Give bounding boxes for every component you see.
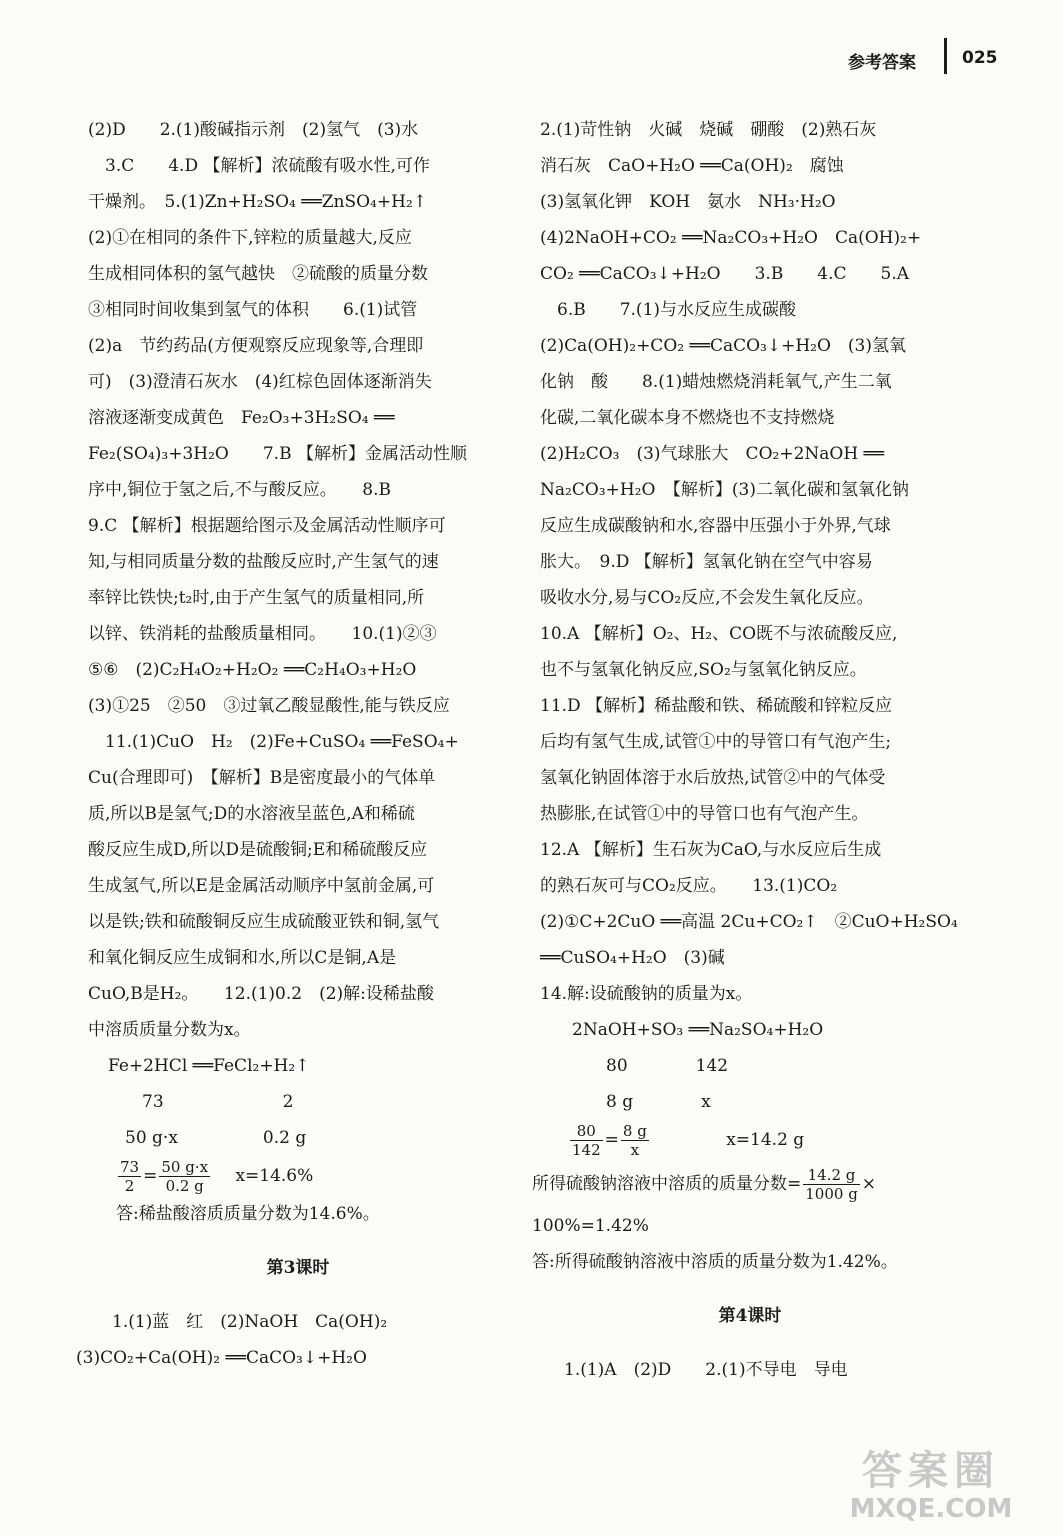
text-line: (2)D 2.(1)酸碱指示剂 (2)氢气 (3)水 — [88, 120, 419, 140]
text-line: 溶液逐渐变成黄色 Fe₂O₃+3H₂SO₄ ══ — [88, 408, 395, 428]
text-line: 知,与相同质量分数的盐酸反应时,产生氢气的速 — [88, 552, 439, 572]
text-line: 率锌比铁快;t₂时,由于产生氢气的质量相同,所 — [88, 588, 425, 608]
answer-line: 答:稀盐酸溶质质量分数为14.6%。 — [116, 1204, 380, 1224]
answer-line: 答:所得硫酸钠溶液中溶质的质量分数为1.42%。 — [532, 1252, 898, 1272]
text-line: 化碳,二氧化碳本身不燃烧也不支持燃烧 — [540, 408, 835, 428]
text-line: 和氧化铜反应生成铜和水,所以C是铜,A是 — [88, 948, 397, 968]
text-line: 消石灰 CaO+H₂O ══Ca(OH)₂ 腐蚀 — [540, 156, 844, 176]
left-text-block — [88, 112, 508, 1048]
text-line: (2)①在相同的条件下,锌粒的质量越大,反应 — [88, 228, 412, 248]
mass-fraction-line: 所得硫酸钠溶液中溶质的质量分数= $\frac{14.2 g}{1000 g}$ × — [532, 1166, 877, 1203]
right-column — [532, 112, 960, 1388]
proportion: $\frac{73}{2}$ = $\frac{50 g\cdot x}{0.2 g}$ x=14.6% — [120, 1158, 314, 1195]
text-line: Na₂CO₃+H₂O 【解析】(3)二氧化碳和氢氧化钠 — [540, 480, 909, 500]
text-line: 质,所以B是氢气;D的水溶液呈蓝色,A和稀硫 — [88, 804, 415, 824]
equation-naoh-so3: 2NaOH+SO₃ ══Na₂SO₄+H₂O — [572, 1020, 824, 1040]
fraction: $\frac{50 g\cdot x}{0.2 g}$ — [161, 1158, 209, 1195]
text-line: 2.(1)苛性钠 火碱 烧碱 硼酸 (2)熟石灰 — [540, 120, 877, 140]
section-title: 第3课时 — [266, 1258, 330, 1278]
proportion: $\frac{80}{142}$ = $\frac{8 g}{x}$ x=14.2 g — [572, 1122, 805, 1159]
text-line: 12.A 【解析】生石灰为CaO,与水反应后生成 — [540, 840, 882, 860]
answer-line: 1.(1)蓝 红 (2)NaOH Ca(OH)₂ — [112, 1312, 388, 1332]
text-line: 以是铁;铁和硫酸铜反应生成硫酸亚铁和铜,氢气 — [88, 912, 440, 932]
text-line: 可) (3)澄清石灰水 (4)红棕色固体逐渐消失 — [88, 372, 432, 392]
answer-line: 1.(1)A (2)D 2.(1)不导电 导电 — [564, 1360, 848, 1380]
text-line: 生成氢气,所以E是金属活动顺序中氢前金属,可 — [88, 876, 435, 896]
text-line: Fe₂(SO₄)₃+3H₂O 7.B 【解析】金属活动性顺 — [88, 444, 467, 464]
text-line: 吸收水分,易与CO₂反应,不会发生氧化反应。 — [540, 588, 874, 608]
text-line: Cu(合理即可) 【解析】B是密度最小的气体单 — [88, 768, 436, 788]
text-line: ══CuSO₄+H₂O (3)碱 — [540, 948, 725, 968]
text-line: (3)①25 ②50 ③过氧乙酸显酸性,能与铁反应 — [88, 696, 450, 716]
answer-line: 100%=1.42% — [532, 1216, 649, 1236]
text-line: 11.D 【解析】稀盐酸和铁、稀硫酸和锌粒反应 — [540, 696, 893, 716]
text-line: (4)2NaOH+CO₂ ══Na₂CO₃+H₂O Ca(OH)₂+ — [540, 228, 922, 248]
text-line: 以锌、铁消耗的盐酸质量相同。 10.(1)②③ — [88, 624, 437, 644]
text-line: 也不与氢氧化钠反应,SO₂与氢氧化钠反应。 — [540, 660, 867, 680]
text-line: 9.C 【解析】根据题给图示及金属活动性顺序可 — [88, 516, 446, 536]
text-line: CuO,B是H₂。 12.(1)0.2 (2)解:设稀盐酸 — [88, 984, 434, 1004]
text-line: 氢氧化钠固体溶于水后放热,试管②中的气体受 — [540, 768, 886, 788]
calc-row: 80 142 — [572, 1056, 729, 1076]
result: x=14.6% — [235, 1166, 314, 1186]
text-line: 热膨胀,在试管①中的导管口也有气泡产生。 — [540, 804, 869, 824]
left-column — [76, 112, 508, 1376]
text-line: 10.A 【解析】O₂、H₂、CO既不与浓硫酸反应, — [540, 624, 898, 644]
text-line: 后均有氢气生成,试管①中的导管口有气泡产生; — [540, 732, 892, 752]
watermark-logo: 答案圈 MXQE.COM — [849, 1448, 1013, 1524]
fraction: $\frac{8 g}{x}$ — [622, 1122, 647, 1159]
header-divider — [944, 38, 947, 74]
text-line: 生成相同体积的氢气越快 ②硫酸的质量分数 — [88, 264, 428, 284]
text-line: 胀大。 9.D 【解析】氢氧化钠在空气中容易 — [540, 552, 873, 572]
text-line: 化钠 酸 8.(1)蜡烛燃烧消耗氧气,产生二氧 — [540, 372, 892, 392]
calc-row: 8 g x — [572, 1092, 711, 1112]
text-line: ③相同时间收集到氢气的体积 6.(1)试管 — [88, 300, 418, 320]
text-line: 序中,铜位于氢之后,不与酸反应。 8.B — [88, 480, 392, 500]
fraction: $\frac{14.2 g}{1000 g}$ — [805, 1166, 858, 1203]
text-line: (2)a 节约药品(方便观察反应现象等,合理即 — [88, 336, 424, 356]
equation-fe-hcl: Fe+2HCl ══FeCl₂+H₂↑ — [108, 1056, 310, 1076]
text-line: (2)Ca(OH)₂+CO₂ ══CaCO₃↓+H₂O (3)氢氧 — [540, 336, 906, 356]
page-number: 025 — [962, 48, 998, 68]
text-line: 的熟石灰可与CO₂反应。 13.(1)CO₂ — [540, 876, 838, 896]
fraction: $\frac{73}{2}$ — [120, 1158, 140, 1195]
text-line: ⑤⑥ (2)C₂H₄O₂+H₂O₂ ══C₂H₄O₃+H₂O — [88, 660, 417, 680]
result: x=14.2 g — [726, 1130, 805, 1150]
fraction: $\frac{80}{142}$ — [572, 1122, 601, 1159]
text-line: (2)H₂CO₃ (3)气球胀大 CO₂+2NaOH ══ — [540, 444, 885, 464]
header-label: 参考答案 — [848, 53, 916, 73]
calc-row: 73 2 — [108, 1092, 294, 1112]
right-text-block — [540, 112, 960, 1012]
text-line: (3)氢氧化钾 KOH 氨水 NH₃·H₂O — [540, 192, 836, 212]
text-line: CO₂ ══CaCO₃↓+H₂O 3.B 4.C 5.A — [540, 264, 910, 284]
section-title: 第4课时 — [718, 1306, 782, 1326]
calc-row: 50 g·x 0.2 g — [108, 1128, 307, 1148]
text-line: 14.解:设硫酸钠的质量为x。 — [540, 984, 753, 1004]
text-line: 反应生成碳酸钠和水,容器中压强小于外界,气球 — [540, 516, 891, 536]
text-line: 酸反应生成D,所以D是硫酸铜;E和稀硫酸反应 — [88, 840, 428, 860]
answer-line: (3)CO₂+Ca(OH)₂ ══CaCO₃↓+H₂O — [76, 1348, 367, 1368]
text-line: 中溶质质量分数为x。 — [88, 1020, 251, 1040]
text-line: (2)①C+2CuO ══高温 2Cu+CO₂↑ ②CuO+H₂SO₄ — [540, 912, 958, 932]
text-line: 3.C 4.D 【解析】浓硫酸有吸水性,可作 — [88, 156, 430, 176]
text-line: 干燥剂。 5.(1)Zn+H₂SO₄ ══ZnSO₄+H₂↑ — [88, 192, 428, 212]
text-line: 6.B 7.(1)与水反应生成碳酸 — [540, 300, 797, 320]
text-line: 11.(1)CuO H₂ (2)Fe+CuSO₄ ══FeSO₄+ — [88, 732, 459, 752]
